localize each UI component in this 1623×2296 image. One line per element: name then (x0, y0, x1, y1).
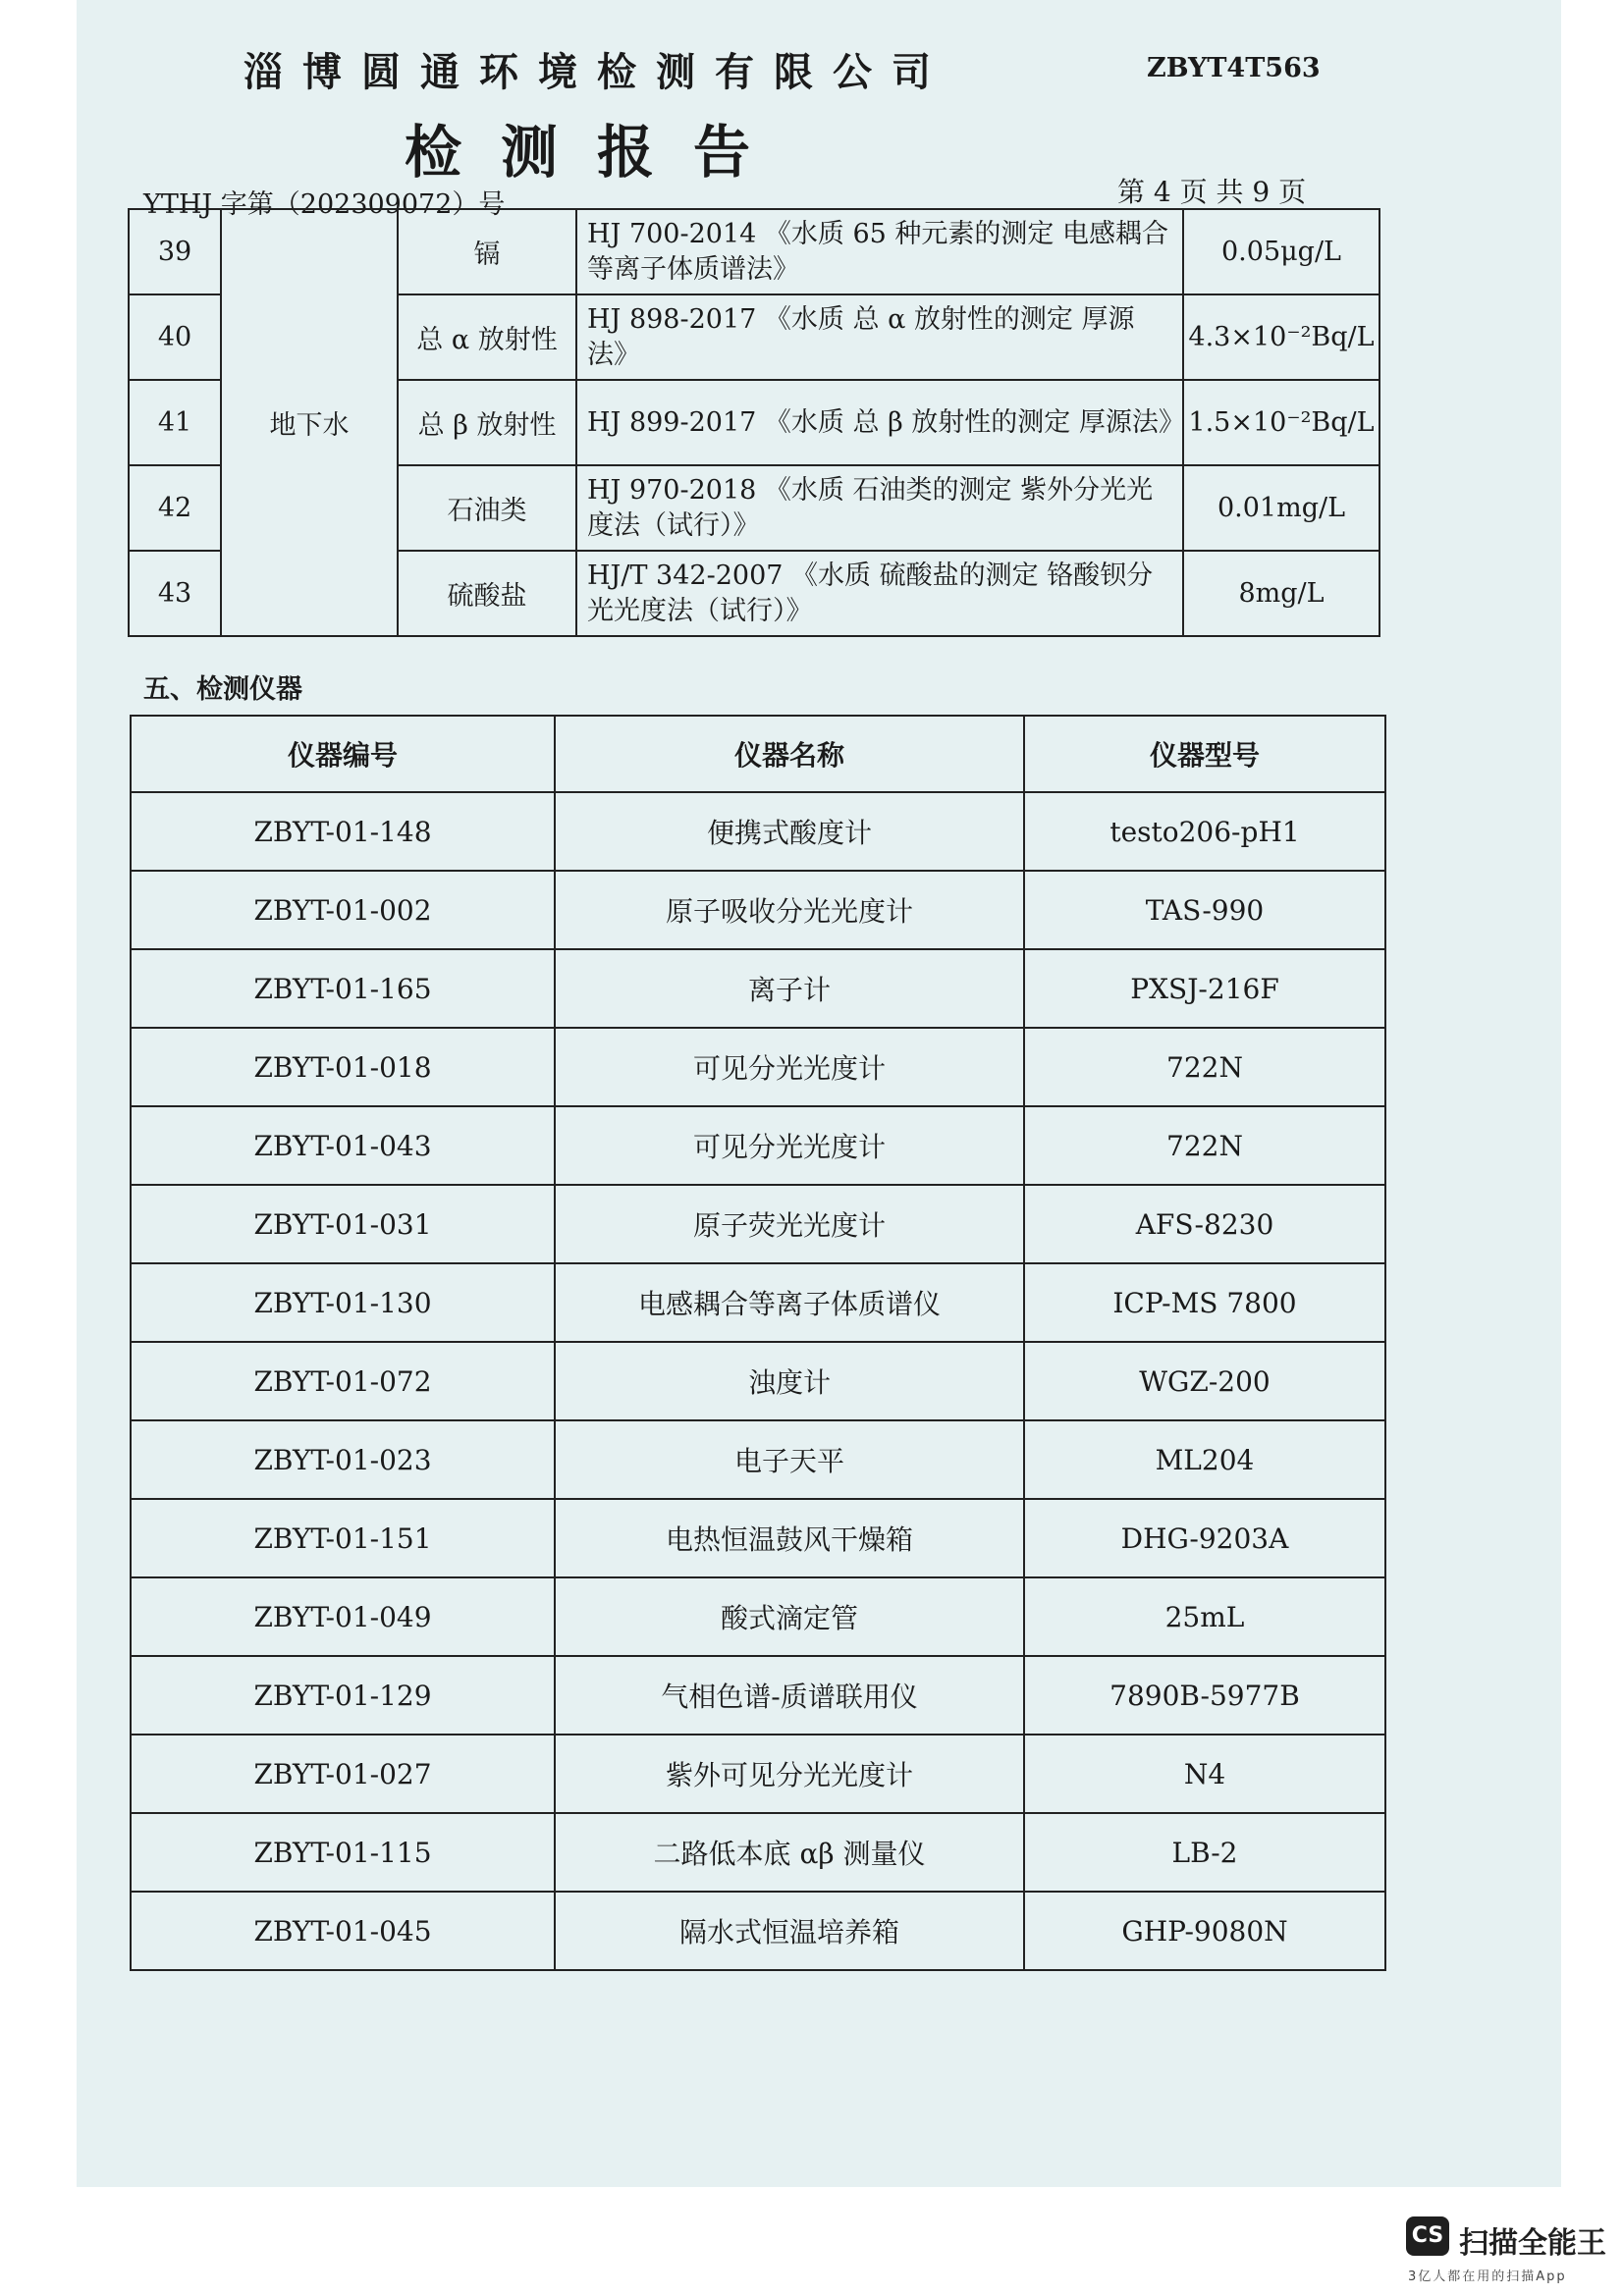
detection-limit: 1.5×10⁻²Bq/L (1183, 380, 1380, 465)
scanner-tagline: 3亿人都在用的扫描App (1408, 2269, 1567, 2284)
table-row (131, 1735, 1385, 1813)
methods-table (128, 208, 1380, 637)
instrument-model: N4 (1024, 1735, 1385, 1813)
sample-category: 地下水 (221, 209, 398, 636)
instrument-model: TAS-990 (1024, 871, 1385, 949)
instrument-name: 便携式酸度计 (555, 792, 1024, 871)
table-row (131, 1892, 1385, 1970)
instrument-model: 25mL (1024, 1577, 1385, 1656)
row-number: 39 (129, 209, 221, 294)
instrument-id: ZBYT-01-049 (131, 1577, 555, 1656)
test-item: 硫酸盐 (398, 551, 576, 636)
instrument-name: 可见分光光度计 (555, 1028, 1024, 1106)
instrument-model: AFS-8230 (1024, 1185, 1385, 1263)
instrument-name: 可见分光光度计 (555, 1106, 1024, 1185)
instrument-model: 722N (1024, 1028, 1385, 1106)
instrument-id: ZBYT-01-045 (131, 1892, 555, 1970)
company-name: 淄博圆通环境检测有限公司 (243, 49, 950, 95)
camscanner-logo-icon: CS (1406, 2216, 1449, 2256)
instrument-model: testo206-pH1 (1024, 792, 1385, 871)
document-page (77, 0, 1561, 2187)
instrument-id: ZBYT-01-023 (131, 1420, 555, 1499)
instrument-id: ZBYT-01-002 (131, 871, 555, 949)
instrument-model: LB-2 (1024, 1813, 1385, 1892)
table-row (131, 1028, 1385, 1106)
table-row (131, 1813, 1385, 1892)
table-row (131, 1420, 1385, 1499)
instrument-id: ZBYT-01-043 (131, 1106, 555, 1185)
table-row (131, 1656, 1385, 1735)
instrument-model: DHG-9203A (1024, 1499, 1385, 1577)
scanner-app-name: 扫描全能王 (1459, 2226, 1606, 2261)
detection-limit: 8mg/L (1183, 551, 1380, 636)
table-header-row (131, 716, 1385, 792)
header-instrument-name: 仪器名称 (555, 716, 1024, 792)
row-number: 40 (129, 294, 221, 380)
instruments-table (130, 715, 1386, 1971)
instrument-model: 722N (1024, 1106, 1385, 1185)
test-standard: HJ 898-2017 《水质 总 α 放射性的测定 厚源法》 (576, 294, 1183, 380)
instrument-name: 原子荧光光度计 (555, 1185, 1024, 1263)
test-standard: HJ 899-2017 《水质 总 β 放射性的测定 厚源法》 (576, 380, 1183, 465)
instrument-id: ZBYT-01-148 (131, 792, 555, 871)
detection-limit: 0.05μg/L (1183, 209, 1380, 294)
instrument-id: ZBYT-01-031 (131, 1185, 555, 1263)
table-row (131, 1499, 1385, 1577)
instrument-name: 隔水式恒温培养箱 (555, 1892, 1024, 1970)
instrument-name: 酸式滴定管 (555, 1577, 1024, 1656)
test-item: 镉 (398, 209, 576, 294)
row-number: 41 (129, 380, 221, 465)
table-row (131, 1577, 1385, 1656)
instrument-name: 电感耦合等离子体质谱仪 (555, 1263, 1024, 1342)
instrument-name: 电热恒温鼓风干燥箱 (555, 1499, 1024, 1577)
instrument-name: 气相色谱-质谱联用仪 (555, 1656, 1024, 1735)
instrument-id: ZBYT-01-027 (131, 1735, 555, 1813)
table-row (131, 1263, 1385, 1342)
report-number: YTHJ 字第（202309072）号 (143, 189, 506, 220)
instrument-id: ZBYT-01-165 (131, 949, 555, 1028)
test-item: 石油类 (398, 465, 576, 551)
table-row (131, 949, 1385, 1028)
instrument-model: GHP-9080N (1024, 1892, 1385, 1970)
row-number: 43 (129, 551, 221, 636)
test-standard: HJ 970-2018 《水质 石油类的测定 紫外分光光度法（试行）》 (576, 465, 1183, 551)
instrument-name: 紫外可见分光光度计 (555, 1735, 1024, 1813)
row-number: 42 (129, 465, 221, 551)
instrument-id: ZBYT-01-151 (131, 1499, 555, 1577)
detection-limit: 4.3×10⁻²Bq/L (1183, 294, 1380, 380)
header-instrument-id: 仪器编号 (131, 716, 555, 792)
table-row (129, 209, 1380, 294)
instrument-name: 离子计 (555, 949, 1024, 1028)
report-title: 检测报告 (404, 119, 789, 186)
document-code: ZBYT4T563 (1147, 53, 1321, 83)
instrument-id: ZBYT-01-072 (131, 1342, 555, 1420)
instrument-id: ZBYT-01-130 (131, 1263, 555, 1342)
header-instrument-model: 仪器型号 (1024, 716, 1385, 792)
test-standard: HJ/T 342-2007 《水质 硫酸盐的测定 铬酸钡分光光度法（试行）》 (576, 551, 1183, 636)
instrument-id: ZBYT-01-115 (131, 1813, 555, 1892)
detection-limit: 0.01mg/L (1183, 465, 1380, 551)
instrument-model: 7890B-5977B (1024, 1656, 1385, 1735)
table-row (131, 1185, 1385, 1263)
instrument-name: 浊度计 (555, 1342, 1024, 1420)
instrument-id: ZBYT-01-129 (131, 1656, 555, 1735)
table-row (131, 792, 1385, 871)
table-row (131, 871, 1385, 949)
page-number: 第 4 页 共 9 页 (1117, 176, 1307, 208)
instrument-model: PXSJ-216F (1024, 949, 1385, 1028)
instrument-id: ZBYT-01-018 (131, 1028, 555, 1106)
test-item: 总 α 放射性 (398, 294, 576, 380)
instrument-model: ICP-MS 7800 (1024, 1263, 1385, 1342)
instrument-name: 原子吸收分光光度计 (555, 871, 1024, 949)
instrument-model: ML204 (1024, 1420, 1385, 1499)
table-row (131, 1106, 1385, 1185)
test-standard: HJ 700-2014 《水质 65 种元素的测定 电感耦合等离子体质谱法》 (576, 209, 1183, 294)
test-item: 总 β 放射性 (398, 380, 576, 465)
instrument-model: WGZ-200 (1024, 1342, 1385, 1420)
instrument-name: 二路低本底 αβ 测量仪 (555, 1813, 1024, 1892)
table-row (131, 1342, 1385, 1420)
instrument-name: 电子天平 (555, 1420, 1024, 1499)
section-title: 五、检测仪器 (143, 674, 302, 705)
